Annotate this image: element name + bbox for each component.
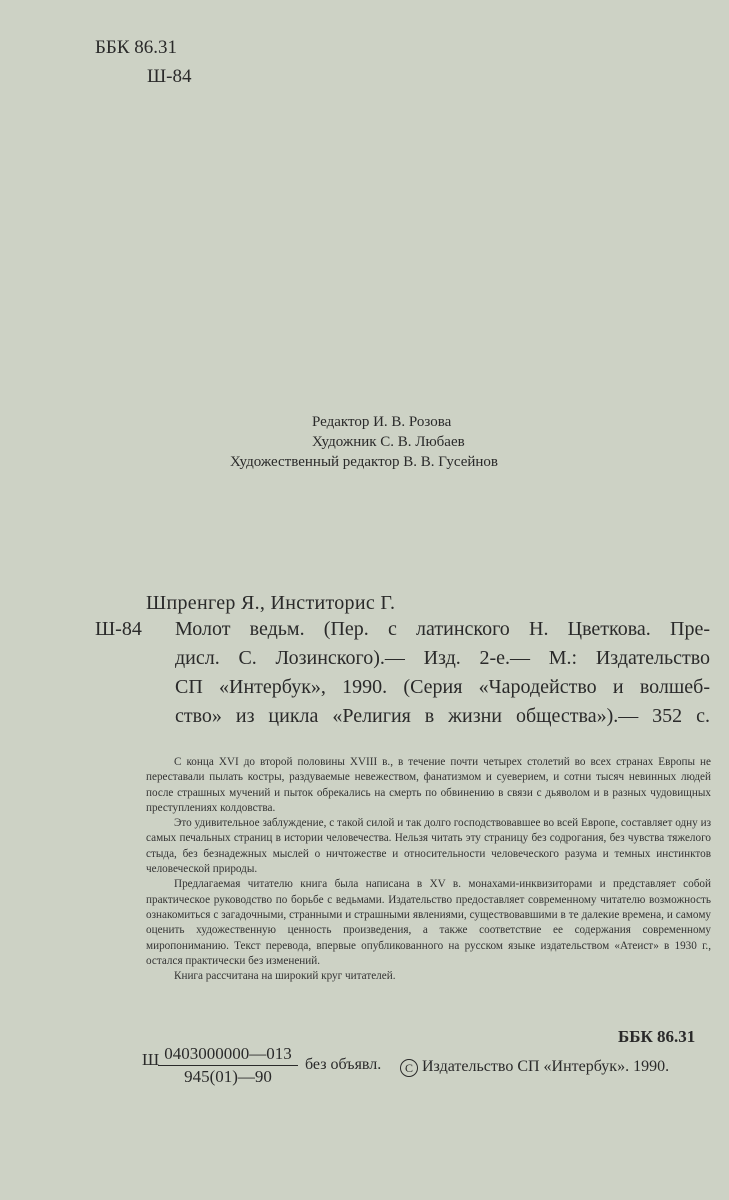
authors-heading: Шпренгер Я., Инститорис Г.	[146, 592, 396, 614]
annotation-paragraph: Предлагаемая читателю книга была написана в XV в. монахами-инквизиторами и представляет собой практическое руководство по борьбе с ведьмами. Издательство предоставляет современному читателю возможность ознакомиться с загадочными, странными и страшными явлениями, существовавшими в те далекие времена, и самому оценить художественную ценность произведения, а также соответствие ее содержания современному миропониманию. Текст перевода, впервые опубликованного на русском языке издательством «Атеист» в 1930 г., остался практически без изменений.	[146, 878, 711, 967]
bbk-code-bottom: ББК 86.31	[618, 1027, 696, 1046]
author-index-code: Ш-84	[95, 618, 142, 640]
copyright-line	[400, 1058, 669, 1077]
no-announcement-note: без объявл.	[305, 1056, 382, 1073]
bbk-code-top: ББК 86.31	[95, 37, 177, 58]
biblio-line: ство» из цикла «Религия в жизни общества»).— 352 с.	[175, 705, 710, 727]
credits-block	[230, 412, 610, 472]
author-index-top: Ш-84	[147, 66, 192, 87]
fraction-letter: Ш	[142, 1050, 160, 1069]
fraction	[158, 1044, 298, 1087]
editor-credit: Редактор И. В. Розова	[312, 414, 452, 430]
fraction-numerator: 0403000000—013	[158, 1044, 298, 1066]
artist-credit: Художник С. В. Любаев	[312, 434, 465, 450]
art-editor-credit: Художественный редактор В. В. Гусейнов	[230, 454, 498, 470]
annotation-paragraph: Это удивительное заблуждение, с такой силой и так долго господствовавшее во всей Европе, составляет одну из самых печальных страниц в истории человечества. Нельзя читать эту страницу без содрогания, без чувства тяжелого стыда, без безнадежных мыслей о ничтожестве и относительности человеческого разума и темных инстинктов человеческой природы.	[146, 817, 711, 876]
biblio-line: СП «Интербук», 1990. (Серия «Чародейство и волшеб-	[175, 676, 710, 698]
biblio-line: Молот ведьм. (Пер. с латинского Н. Цветкова. Пре-	[175, 618, 710, 640]
annotation-text	[146, 755, 711, 984]
top-classification-codes	[95, 33, 192, 91]
fraction-denominator: 945(01)—90	[184, 1067, 272, 1086]
biblio-line: дисл. С. Лозинского).— Изд. 2-е.— М.: Издательство	[175, 647, 710, 669]
annotation-paragraph: Книга рассчитана на широкий круг читателей.	[174, 970, 396, 983]
copyright-icon: C	[400, 1059, 418, 1077]
annotation-paragraph: С конца XVI до второй половины XVIII в., в течение почти четырех столетий во всех странах Европы не переставали пылать костры, раздуваемые невежеством, фанатизмом и суеверием, и сотни тысяч невинных людей после страшных мучений и пыток обрекались на смерть по обвинению в связи с дьяволом и в разных чудовищных преступлениях колдовства.	[146, 756, 711, 814]
bibliographic-description	[175, 615, 710, 731]
copyright-text: Издательство СП «Интербук». 1990.	[422, 1058, 670, 1075]
